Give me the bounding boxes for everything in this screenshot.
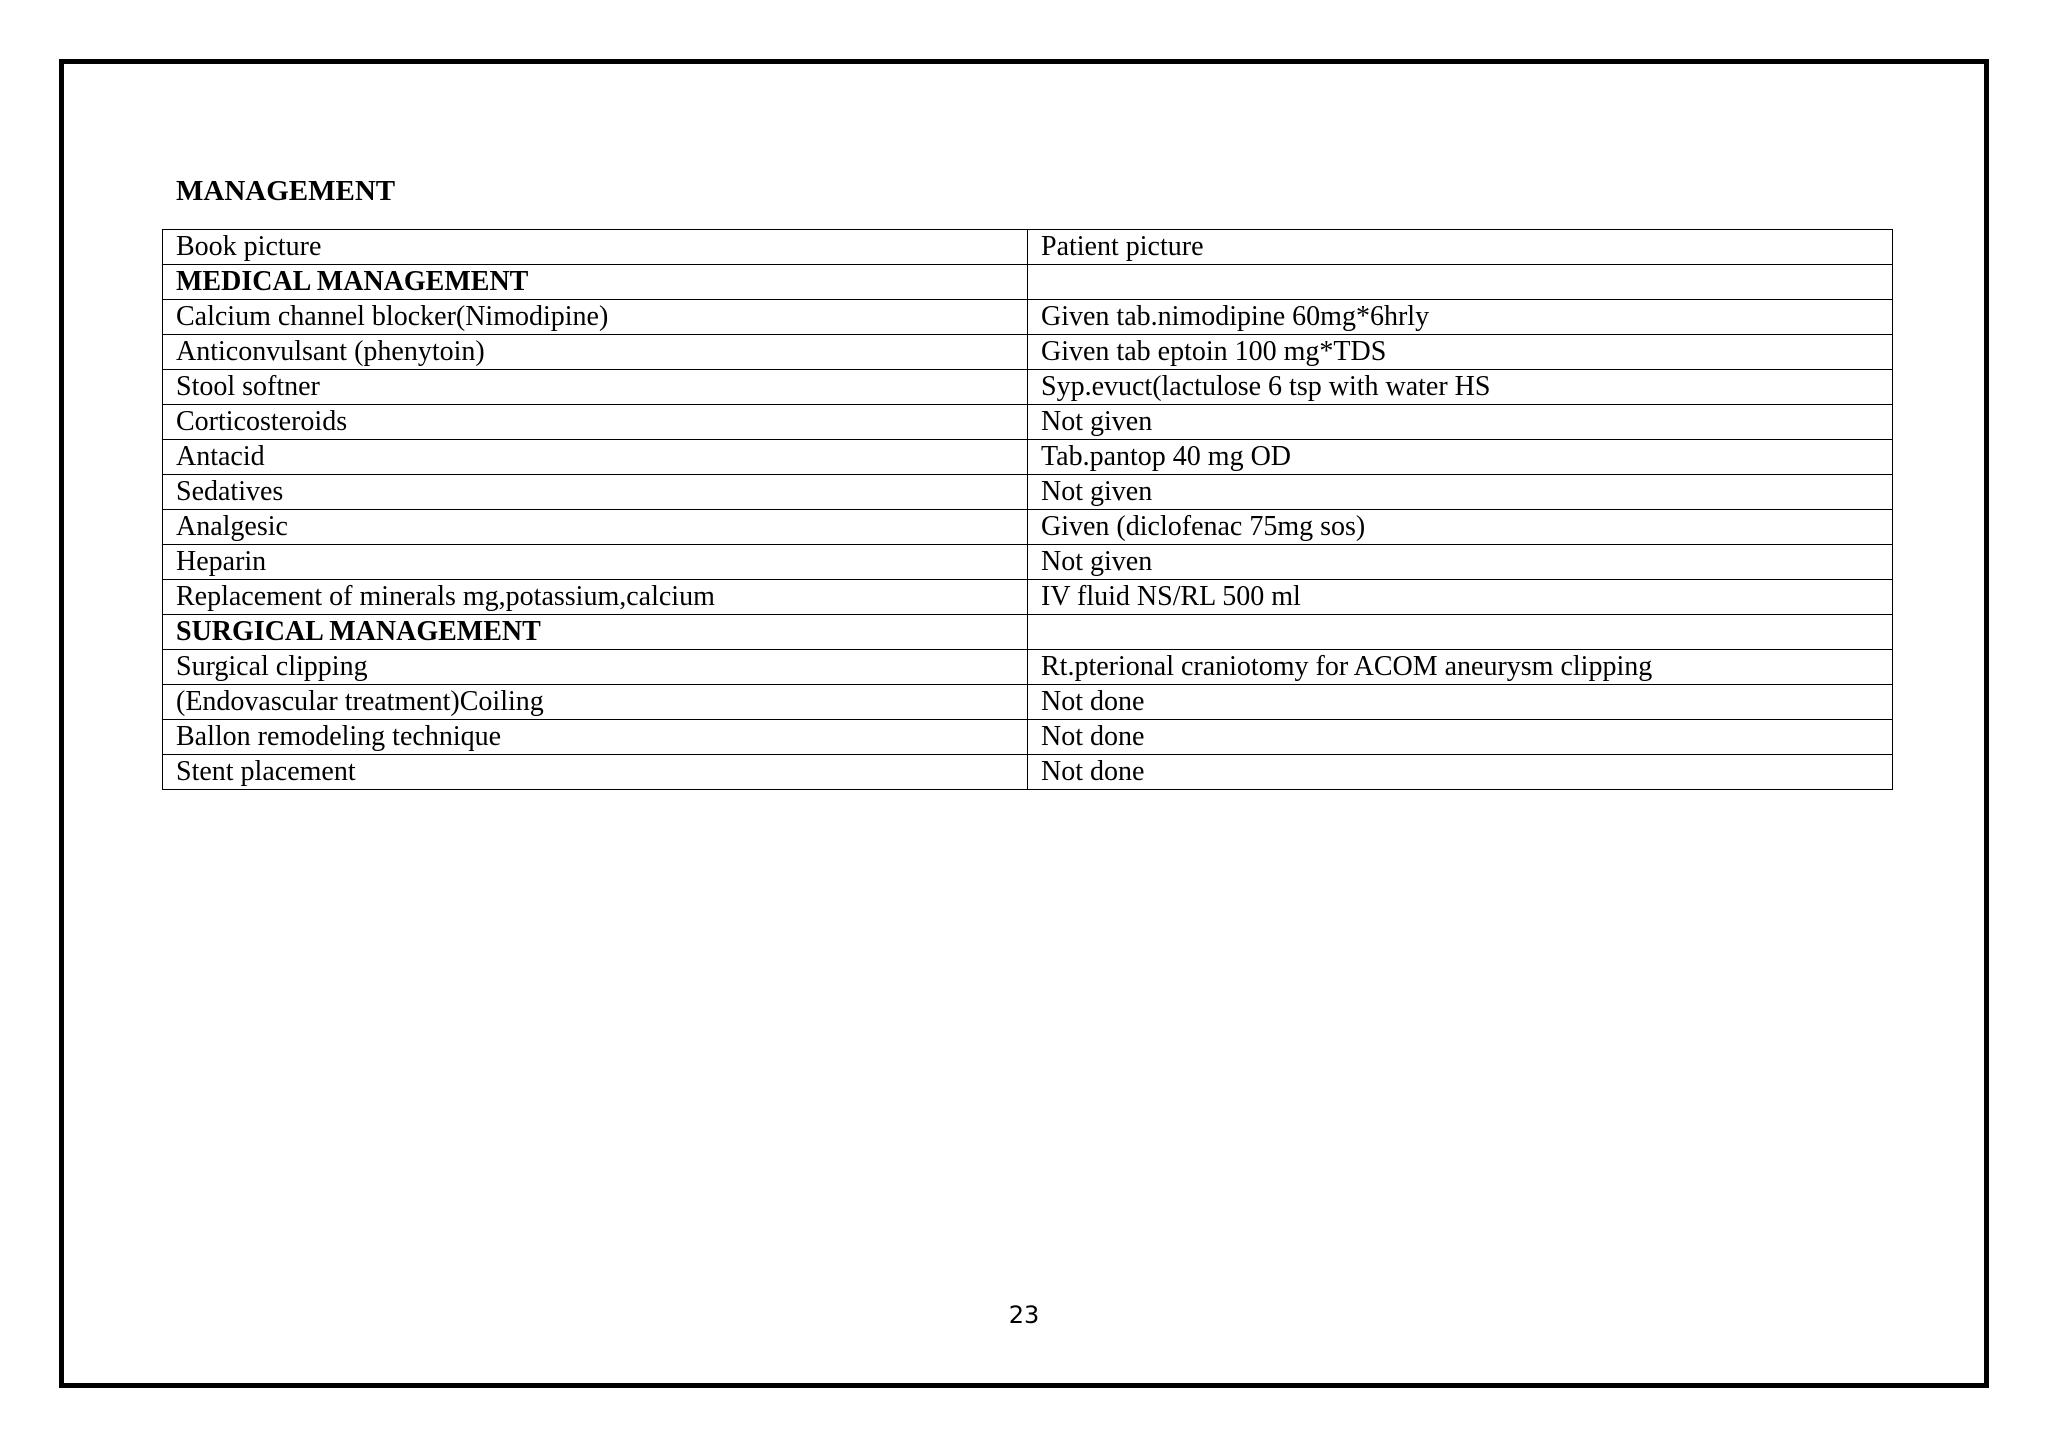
management-table xyxy=(162,229,1893,790)
book-picture-cell: Heparin xyxy=(163,545,1028,580)
table-row xyxy=(163,510,1893,545)
section-title-cell: SURGICAL MANAGEMENT xyxy=(163,615,1028,650)
patient-picture-cell: Not done xyxy=(1028,685,1893,720)
book-picture-cell: Replacement of minerals mg,potassium,calcium xyxy=(163,580,1028,615)
book-picture-cell: Corticosteroids xyxy=(163,405,1028,440)
header-cell-book-picture: Book picture xyxy=(163,230,1028,265)
table-row xyxy=(163,370,1893,405)
table-row xyxy=(163,300,1893,335)
empty-cell xyxy=(1028,265,1893,300)
book-picture-cell: Surgical clipping xyxy=(163,650,1028,685)
table-row xyxy=(163,405,1893,440)
table-header-row xyxy=(163,230,1893,265)
patient-picture-cell: IV fluid NS/RL 500 ml xyxy=(1028,580,1893,615)
book-picture-cell: Sedatives xyxy=(163,475,1028,510)
patient-picture-cell: Given tab eptoin 100 mg*TDS xyxy=(1028,335,1893,370)
patient-picture-cell: Not given xyxy=(1028,405,1893,440)
patient-picture-cell: Given tab.nimodipine 60mg*6hrly xyxy=(1028,300,1893,335)
book-picture-cell: Antacid xyxy=(163,440,1028,475)
table-row xyxy=(163,475,1893,510)
empty-cell xyxy=(1028,615,1893,650)
book-picture-cell: Analgesic xyxy=(163,510,1028,545)
table-row xyxy=(163,755,1893,790)
book-picture-cell: Anticonvulsant (phenytoin) xyxy=(163,335,1028,370)
patient-picture-cell: Rt.pterional craniotomy for ACOM aneurysm clipping xyxy=(1028,650,1893,685)
section-title-cell: MEDICAL MANAGEMENT xyxy=(163,265,1028,300)
table-row xyxy=(163,685,1893,720)
section-row-surgical-management xyxy=(163,615,1893,650)
patient-picture-cell: Tab.pantop 40 mg OD xyxy=(1028,440,1893,475)
section-heading: MANAGEMENT xyxy=(176,175,396,207)
section-row-medical-management xyxy=(163,265,1893,300)
table-row xyxy=(163,580,1893,615)
table-row xyxy=(163,720,1893,755)
table-row xyxy=(163,650,1893,685)
patient-picture-cell: Not done xyxy=(1028,720,1893,755)
patient-picture-cell: Syp.evuct(lactulose 6 tsp with water HS xyxy=(1028,370,1893,405)
book-picture-cell: Calcium channel blocker(Nimodipine) xyxy=(163,300,1028,335)
header-cell-patient-picture: Patient picture xyxy=(1028,230,1893,265)
table-row xyxy=(163,335,1893,370)
patient-picture-cell: Given (diclofenac 75mg sos) xyxy=(1028,510,1893,545)
page-number: 23 xyxy=(1008,1301,1040,1329)
patient-picture-cell: Not given xyxy=(1028,545,1893,580)
table-row xyxy=(163,440,1893,475)
table-row xyxy=(163,545,1893,580)
book-picture-cell: (Endovascular treatment)Coiling xyxy=(163,685,1028,720)
patient-picture-cell: Not done xyxy=(1028,755,1893,790)
book-picture-cell: Ballon remodeling technique xyxy=(163,720,1028,755)
book-picture-cell: Stent placement xyxy=(163,755,1028,790)
book-picture-cell: Stool softner xyxy=(163,370,1028,405)
patient-picture-cell: Not given xyxy=(1028,475,1893,510)
